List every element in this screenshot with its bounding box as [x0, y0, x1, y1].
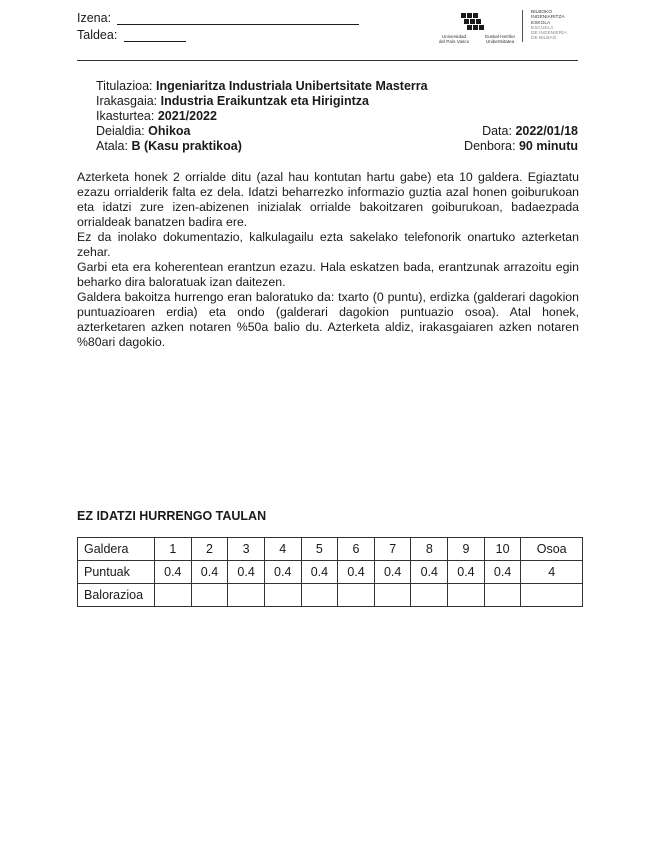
grade-cell[interactable] — [155, 584, 192, 607]
university-logo — [432, 10, 524, 48]
year-row — [96, 109, 217, 124]
table-row — [78, 538, 583, 561]
subject-label: Irakasgaia: — [96, 94, 161, 108]
points-total: 4 — [521, 561, 583, 584]
logo-divider — [522, 10, 523, 42]
total-header: Osoa — [521, 538, 583, 561]
grade-cell[interactable] — [411, 584, 448, 607]
question-number: 10 — [484, 538, 521, 561]
grade-cell[interactable] — [301, 584, 338, 607]
date-row — [482, 124, 578, 139]
group-label: Taldea: — [77, 28, 118, 42]
table-row — [78, 561, 583, 584]
university-name-line2: del País Vasco — [438, 39, 470, 44]
question-number: 2 — [191, 538, 228, 561]
points-row-label: Puntuak — [78, 561, 155, 584]
instruction-paragraph: Galdera bakoitza hurrengo eran baloratuko da: txarto (0 puntu), erdizka (galderari dagokion puntuazioaren erdia) eta ondo (galderari dagokion puntuazio osoa). Atal honek, azterketaren azken notaren %50a balio du. Azterketa aldiz, irakasgaiaren azken notaren %80ari dagokio. — [77, 290, 579, 349]
school-eu-line2: INGENIARITZA — [531, 15, 565, 21]
points-cell: 0.4 — [448, 561, 485, 584]
instruction-paragraph: Garbi eta era koherentean erantzun ezazu. Hala eskatzen bada, erantzunak arrazoitu egin beharko dira baloratuak izan daitezen. — [77, 260, 579, 289]
school-logo-text — [531, 10, 567, 42]
question-number: 7 — [374, 538, 411, 561]
degree-label: Titulazioa: — [96, 79, 156, 93]
grade-cell[interactable] — [264, 584, 301, 607]
school-es-line3: DE BILBAO — [531, 36, 557, 42]
group-field[interactable] — [124, 41, 186, 42]
points-cell: 0.4 — [191, 561, 228, 584]
question-number: 3 — [228, 538, 265, 561]
date-value: 2022/01/18 — [515, 124, 578, 138]
part-value: B (Kasu praktikoa) — [131, 139, 242, 153]
school-es-line1: ESCUELA — [531, 25, 554, 31]
question-number: 1 — [155, 538, 192, 561]
part-row — [96, 139, 242, 154]
question-number: 4 — [264, 538, 301, 561]
points-cell: 0.4 — [484, 561, 521, 584]
points-cell: 0.4 — [374, 561, 411, 584]
points-cell: 0.4 — [155, 561, 192, 584]
subject-value: Industria Eraikuntzak eta Hirigintza — [160, 94, 370, 108]
grade-cell[interactable] — [374, 584, 411, 607]
university-name-eu-line2: Unibertsitatea — [485, 39, 515, 44]
points-cell: 0.4 — [411, 561, 448, 584]
question-number: 5 — [301, 538, 338, 561]
school-es-line2: DE INGENIERÍA — [531, 31, 567, 37]
degree-row — [96, 79, 428, 94]
duration-label: Denbora: — [464, 139, 519, 153]
call-label: Deialdia: — [96, 124, 149, 138]
grade-cell[interactable] — [338, 584, 375, 607]
year-label: Ikasturtea: — [96, 109, 158, 123]
university-name-line1: Universidad — [441, 34, 467, 39]
duration-row — [464, 139, 578, 154]
grade-row-label: Balorazioa — [78, 584, 155, 607]
points-cell: 0.4 — [338, 561, 375, 584]
grading-table-title: EZ IDATZI HURRENGO TAULAN — [77, 509, 267, 523]
instruction-paragraph: Azterketa honek 2 orrialde ditu (azal hau kontutan hartu gabe) eta 10 galdera. Egiaztatu ezazu orrialderik falta ez dela. Idatzi beharrezko informazio guztia azal honen goiburukoan eta idatzi zure izen-abizenen inizialak orrialde bakoitzaren goiburukoan, badaezpada orrialdeak banatzen badira ere. — [77, 170, 579, 229]
header-divider — [77, 60, 578, 61]
question-number: 9 — [448, 538, 485, 561]
instructions — [77, 170, 579, 350]
date-label: Data: — [482, 124, 516, 138]
name-label: Izena: — [77, 11, 112, 25]
duration-value: 90 minutu — [518, 139, 578, 153]
part-label: Atala: — [96, 139, 132, 153]
grade-cell[interactable] — [448, 584, 485, 607]
name-field[interactable] — [117, 24, 359, 25]
instruction-paragraph: Ez da inolako dokumentazio, kalkulagailu ezta sakelako telefonorik onartuko azterketan zehar. — [77, 230, 579, 259]
school-eu-line1: BILBOKO — [531, 10, 553, 15]
grade-cell[interactable] — [228, 584, 265, 607]
school-eu-line3: ESKOLA — [531, 20, 551, 26]
question-number: 6 — [338, 538, 375, 561]
university-name-eu-line1: Euskal Herriko — [485, 34, 515, 39]
question-row-label: Galdera — [78, 538, 155, 561]
call-row — [96, 124, 191, 139]
points-cell: 0.4 — [228, 561, 265, 584]
grade-total-cell[interactable] — [521, 584, 583, 607]
degree-value: Ingeniaritza Industriala Unibertsitate Masterra — [155, 79, 428, 93]
call-value: Ohikoa — [148, 124, 191, 138]
grade-cell[interactable] — [484, 584, 521, 607]
grading-table — [77, 537, 583, 607]
question-number: 8 — [411, 538, 448, 561]
year-value: 2021/2022 — [157, 109, 217, 123]
subject-row — [96, 94, 369, 109]
grade-cell[interactable] — [191, 584, 228, 607]
table-row — [78, 584, 583, 607]
points-cell: 0.4 — [264, 561, 301, 584]
points-cell: 0.4 — [301, 561, 338, 584]
